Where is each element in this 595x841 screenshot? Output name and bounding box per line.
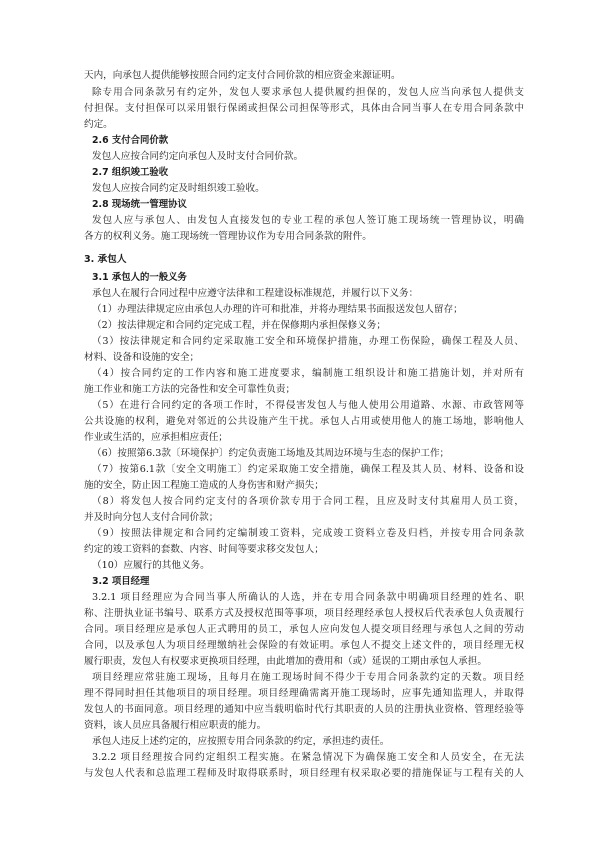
paragraph-line: 付担保。支付担保可以采用银行保函或担保公司担保等形式，具体由合同当事人在专用合同条款中 [84,103,524,114]
section-heading: 2.6 支付合同价款 [92,135,169,146]
paragraph-line: 发包人的书面同意。项目经理的通知中应当载明临时代行其职责的人员的注册执业资格、管理经验等 [84,704,524,715]
list-item: 公共设施的权利，避免对邻近的公共设施产生干扰。承包人占用或使用他人的施工场地，影响他人 [84,416,524,427]
paragraph-line: 发包人应与承包人、由发包人直接发包的专业工程的承包人签订施工现场统一管理协议，明确 [92,215,524,226]
paragraph-line: 承包人违反上述约定的，应按照专用合同条款的约定，承担违约责任。 [92,736,390,747]
list-item: （10）应履行的其他义务。 [92,560,210,571]
section-heading: 3.1 承包人的一般义务 [92,272,187,283]
section-heading: 3.2 项目经理 [92,576,150,587]
list-item: （5）在进行合同约定的各项工作时，不得侵害发包人与他人使用公用道路、水源、市政管网等 [92,400,524,411]
list-item: 约定的竣工资料的套数、内容、时间等要求移交发包人； [84,544,324,555]
list-item: （8）将发包人按合同约定支付的各项价款专用于合同工程，且应及时支付其雇用人员工资， [92,496,524,507]
list-item: （1）办理法律规定应由承包人办理的许可和批准，并将办理结果书面报送发包人留存； [92,304,463,315]
paragraph-line: 约定。 [84,119,113,130]
list-item: （2）按法律规定和合同约定完成工程，并在保修期内承担保修义务； [92,320,386,331]
paragraph-line: 除专用合同条款另有约定外，发包人要求承包人提供履约担保的，发包人应当向承包人提供支 [92,87,524,98]
list-item: 并及时向分包人支付合同价款； [84,512,219,523]
paragraph-line: 3.2.2 项目经理按合同约定组织工程实施。在紧急情况下为确保施工安全和人员安全，在无法 [92,752,524,763]
list-item: （7）按第6.1款〔安全文明施工〕约定采取施工安全措施，确保工程及其人员、材料、设备和设 [92,464,524,475]
paragraph-line: 与发包人代表和总监理工程师及时取得联系时，项目经理有权采取必要的措施保证与工程有关的人 [84,768,524,779]
list-item: （6）按照第6.3款〔环境保护〕约定负责施工场地及其周边环境与生态的保护工作； [92,448,450,459]
section-heading: 2.8 现场统一管理协议 [92,199,187,210]
list-item: （3）按法律规定和合同约定采取施工安全和环境保护措施，办理工伤保险，确保工程及人员、 [92,336,524,347]
chapter-heading: 3. 承包人 [84,254,127,265]
paragraph-line: 发包人应按合同约定及时组织竣工验收。 [92,183,265,194]
paragraph-line: 承包人在履行合同过程中应遵守法律和工程建设标准规范，并履行以下义务： [92,288,419,299]
paragraph-line: 各方的权利义务。施工现场统一管理协议作为专用合同条款的附件。 [84,231,372,242]
paragraph-line: 称、注册执业证书编号、联系方式及授权范围等事项，项目经理经承包人授权后代表承包人负责履行 [84,608,524,619]
list-item: （4）按合同约定的工作内容和施工进度要求，编制施工组织设计和施工措施计划，并对所有 [92,368,524,379]
list-item: 材料、设备和设施的安全； [84,352,200,363]
paragraph-line: 资料，该人员应具备履行相应职责的能力。 [84,720,267,731]
section-heading: 2.7 组织竣工验收 [92,167,169,178]
paragraph-line: 合同，以及承包人为项目经理缴纳社会保险的有效证明。承包人不提交上述文件的，项目经理无权 [84,640,524,651]
paragraph-line: 天内，向承包人提供能够按照合同约定支付合同价款的相应资金来源证明。 [84,70,401,81]
paragraph-line: 理不得同时担任其他项目的项目经理。项目经理确需离开施工现场时，应事先通知监理人，并取得 [84,688,524,699]
paragraph-line: 项目经理应常驻施工现场，且每月在施工现场时间不得少于专用合同条款约定的天数。项目经 [92,672,524,683]
paragraph-line: 3.2.1 项目经理应为合同当事人所确认的人选，并在专用合同条款中明确项目经理的姓名、职 [92,592,524,603]
list-item: 作业或生活的，应承担相应责任； [84,432,228,443]
paragraph-line: 合同。项目经理应是承包人正式聘用的员工，承包人应向发包人提交项目经理与承包人之间的劳动 [84,624,524,635]
paragraph-line: 发包人应按合同约定向承包人及时支付合同价款。 [92,151,304,162]
list-item: 施工作业和施工方法的完备性和安全可靠性负责； [84,384,296,395]
list-item: （9）按照法律规定和合同约定编制竣工资料，完成竣工资料立卷及归档，并按专用合同条款 [92,528,524,539]
paragraph-line: 履行职责，发包人有权要求更换项目经理，由此增加的费用和（或）延误的工期由承包人承担。 [84,656,487,667]
list-item: 施的安全，防止因工程施工造成的人身伤害和财产损失； [84,480,324,491]
